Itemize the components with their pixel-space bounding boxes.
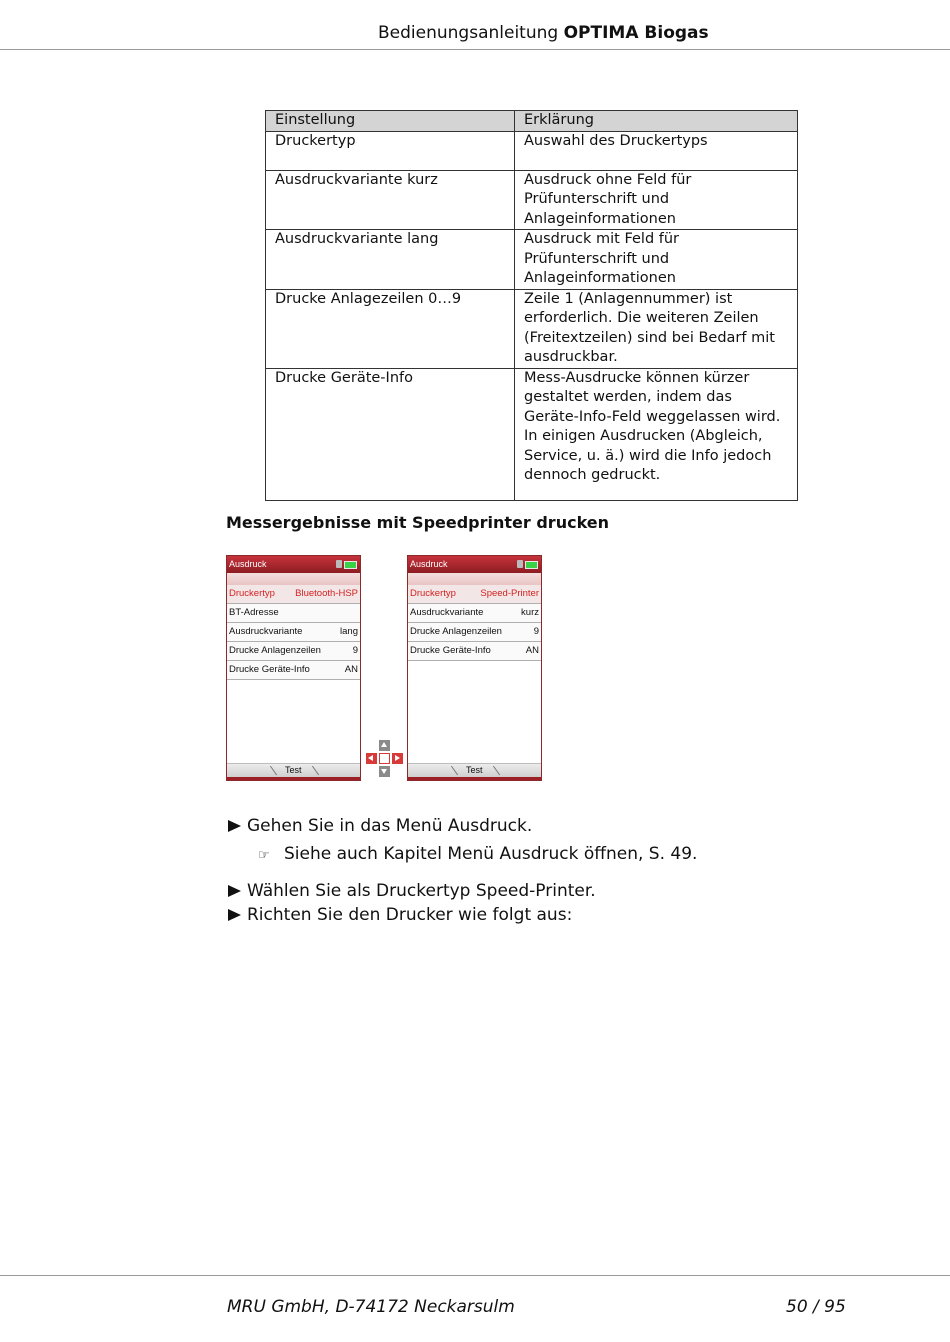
pointing-hand-icon: ☞: [258, 848, 270, 863]
row-value: kurz: [521, 607, 539, 618]
softkey-divider: [270, 766, 277, 776]
row-label: Drucke Geräte-Info: [410, 645, 491, 656]
row-label: Druckertyp: [229, 588, 275, 599]
nav-right-key[interactable]: [392, 753, 403, 764]
row-value: AN: [525, 645, 539, 656]
table-header-explanation: Erklärung: [515, 111, 798, 132]
softkey-divider: [493, 766, 500, 776]
screen-softkey-bar: [227, 763, 360, 780]
row-label: Ausdruckvariante: [410, 607, 484, 618]
table-cell-setting: Ausdruckvariante lang: [266, 230, 515, 290]
arrow-right-icon: [228, 885, 241, 897]
table-cell-setting: Drucke Anlagezeilen 0…9: [266, 289, 515, 368]
table-cell-explanation: Mess-Ausdrucke können kürzer gestaltet werden, indem das Geräte-Info-Feld weggelassen wird. In einigen Ausdrucken (Abgleich, Service, u. ä.) wird die Info jedoch dennoch gedruckt.: [515, 368, 798, 500]
instruction-text: Gehen Sie in das Menü Ausdruck.: [247, 816, 533, 836]
menu-row-druckertyp[interactable]: [408, 585, 541, 604]
row-value: 9: [352, 645, 358, 656]
table-cell-setting: Ausdruckvariante kurz: [266, 170, 515, 230]
arrow-right-icon: [228, 909, 241, 921]
table-cell-setting: Druckertyp: [266, 131, 515, 170]
row-value: AN: [344, 664, 358, 675]
header-title-product: OPTIMA Biogas: [563, 23, 709, 43]
device-screen-left: [226, 555, 361, 781]
section-heading: Messergebnisse mit Speedprinter drucken: [226, 513, 610, 532]
header-title-prefix: Bedienungsanleitung: [378, 23, 559, 43]
battery-icon: [525, 561, 538, 569]
footer-rule: [0, 1275, 950, 1276]
footer-company: MRU GmbH, D-74172 Neckarsulm: [227, 1297, 515, 1317]
cross-reference: [228, 842, 697, 868]
row-label: BT-Adresse: [229, 607, 279, 618]
screen-bottom-accent: [408, 777, 541, 780]
menu-row-druckertyp[interactable]: [227, 585, 360, 604]
screen-titlebar: [227, 556, 360, 573]
menu-row-anlagenzeilen[interactable]: [227, 642, 360, 661]
nav-down-key[interactable]: [379, 766, 390, 777]
table-header-row: [266, 111, 798, 132]
instruction-step: [228, 814, 697, 838]
table-row: [266, 289, 798, 368]
arrow-up-icon: [381, 742, 387, 747]
header-title: [378, 22, 709, 44]
menu-row-ausdruckvariante[interactable]: [408, 604, 541, 623]
instruction-step: [228, 879, 697, 903]
screen-titlebar: [408, 556, 541, 573]
row-label: Ausdruckvariante: [229, 626, 303, 637]
menu-row-geraete-info[interactable]: [408, 642, 541, 661]
softkey-divider: [451, 766, 458, 776]
instruction-step: [228, 903, 697, 927]
navigation-pad: [366, 740, 403, 778]
menu-row-ausdruckvariante[interactable]: [227, 623, 360, 642]
screen-softkey-bar: [408, 763, 541, 780]
header-rule: [0, 49, 950, 50]
cross-reference-text: Siehe auch Kapitel Menü Ausdruck öffnen, S. 49.: [284, 844, 698, 864]
table-row: [266, 131, 798, 170]
instruction-list: [228, 814, 697, 927]
nav-left-key[interactable]: [366, 753, 377, 764]
nav-up-key[interactable]: [379, 740, 390, 751]
row-value: 9: [533, 626, 539, 637]
screen-subbar: [408, 573, 541, 585]
test-softkey[interactable]: Test: [285, 765, 302, 775]
device-screen-right: [407, 555, 542, 781]
row-value: Speed-Printer: [480, 588, 539, 599]
row-label: Drucke Anlagenzeilen: [410, 626, 502, 637]
row-label: Druckertyp: [410, 588, 456, 599]
lock-icon: [336, 560, 342, 568]
lock-icon: [517, 560, 523, 568]
battery-icon: [344, 561, 357, 569]
table-row: [266, 170, 798, 230]
row-value: Bluetooth-HSP: [295, 588, 358, 599]
table-header-setting: Einstellung: [266, 111, 515, 132]
test-softkey[interactable]: Test: [466, 765, 483, 775]
table-row: [266, 230, 798, 290]
menu-row-anlagenzeilen[interactable]: [408, 623, 541, 642]
arrow-left-icon: [368, 755, 373, 761]
arrow-right-icon: [395, 755, 400, 761]
screen-bottom-accent: [227, 777, 360, 780]
screen-subbar: [227, 573, 360, 585]
row-label: Drucke Geräte-Info: [229, 664, 310, 675]
screen-title: Ausdruck: [410, 559, 448, 569]
menu-row-bt-adresse[interactable]: [227, 604, 360, 623]
menu-row-geraete-info[interactable]: [227, 661, 360, 680]
table-cell-explanation: Ausdruck mit Feld für Prüfunterschrift und Anlageinformationen: [515, 230, 798, 290]
screen-title: Ausdruck: [229, 559, 267, 569]
table-cell-explanation: Ausdruck ohne Feld für Prüfunterschrift und Anlageinformationen: [515, 170, 798, 230]
settings-table: [265, 110, 798, 501]
table-cell-setting: Drucke Geräte-Info: [266, 368, 515, 500]
instruction-text: Richten Sie den Drucker wie folgt aus:: [247, 905, 573, 925]
page-header: [0, 22, 950, 48]
table-row: [266, 368, 798, 500]
table-cell-explanation: Auswahl des Druckertyps: [515, 131, 798, 170]
nav-center-key[interactable]: [379, 753, 390, 764]
row-label: Drucke Anlagenzeilen: [229, 645, 321, 656]
instruction-text: Wählen Sie als Druckertyp Speed-Printer.: [247, 881, 596, 901]
arrow-right-icon: [228, 820, 241, 832]
row-value: lang: [340, 626, 358, 637]
arrow-down-icon: [381, 769, 387, 774]
table-cell-explanation: Zeile 1 (Anlagennummer) ist erforderlich. Die weiteren Zeilen (Freitextzeilen) sind bei Bedarf mit ausdruckbar.: [515, 289, 798, 368]
footer-page-number: 50 / 95: [786, 1297, 846, 1317]
softkey-divider: [312, 766, 319, 776]
